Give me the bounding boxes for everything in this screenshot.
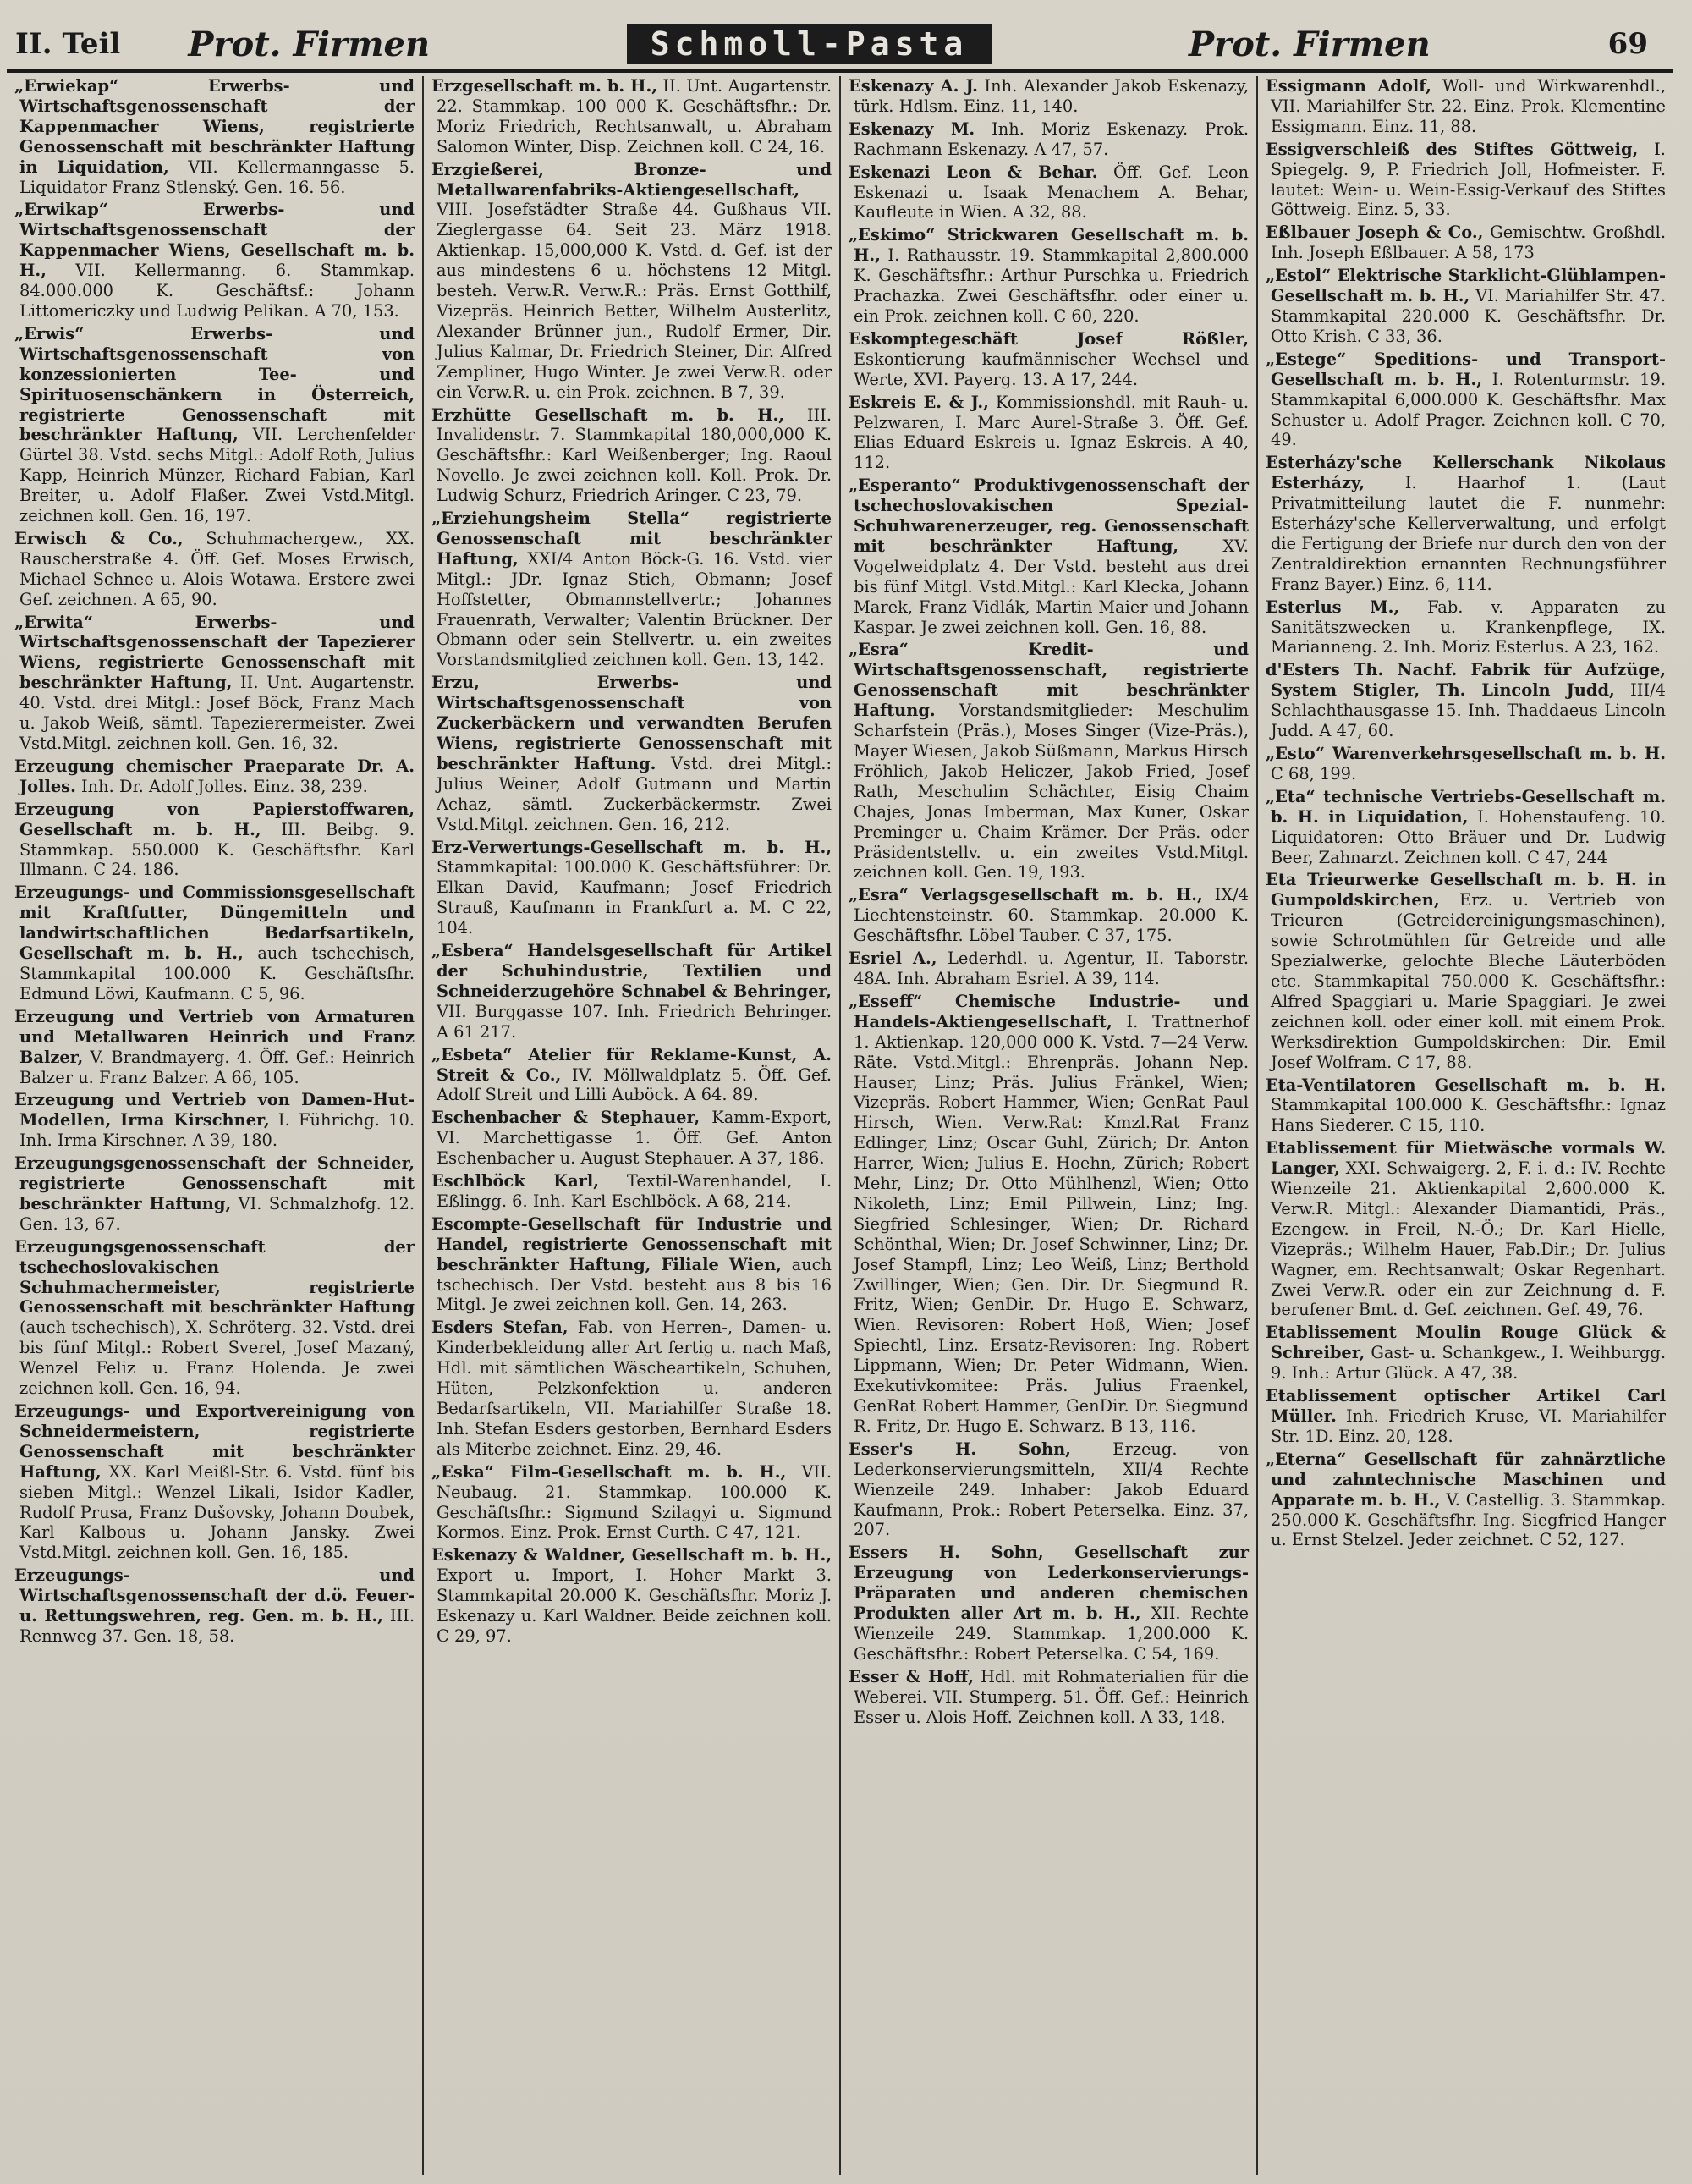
firm-details: III. Rennweg 37. Gen. 18, 58.	[19, 1606, 415, 1646]
directory-entry	[431, 160, 832, 403]
firm-name: Etablissement für Mietwäsche vormals W. Langer,	[1266, 1138, 1666, 1179]
firm-details: Vstd. drei Mitgl.: Julius Weiner, Adolf Gutmann und Martin Achaz, sämtl. Zuckerbäckermstr. Zwei Vstd.Mitgl. zeichnen. Gen. 16, 212.	[437, 753, 832, 834]
firm-details: Inh. Alexander Jakob Eskenazy, türk. Hdlsm. Einz. 11, 140.	[854, 76, 1249, 116]
directory-entry	[849, 329, 1249, 390]
directory-entry	[431, 405, 832, 507]
firm-name: Erzeugungs- und Wirtschaftsgenossenschaft der d.ö. Feuer- u. Rettungswehren, reg. Gen. m. b. H.,	[14, 1565, 415, 1626]
firm-name: Eskenazy A. J.	[849, 76, 978, 96]
firm-details: Stammkapital 100.000 K. Geschäftsfhr.: Ignaz Hans Siederer. C 15, 110.	[1271, 1095, 1666, 1136]
firm-details: II. Unt. Augartenstr. 40. Vstd. drei Mitgl.: Josef Böck, Franz Mach u. Jakob Weiß, sämtl. Tapezierermeister. Zwei Vstd.Mitgl. zeichnen koll. Gen. 16, 32.	[19, 673, 415, 753]
firm-details: Fab. von Herren-, Damen- u. Kinderbekleidung aller Art fertig u. nach Maß, Hdl. mit sämtlichen Wäscheartikeln, Schuhen, Hüten, Pelzkonfektion u. anderen Bedarfsartikeln, VII. Mariahilfer Straße 18. Inh. Stefan Esders gestorben, Bernhard Esders als Miterbe zeichnet. Einz. 29, 46.	[437, 1318, 832, 1459]
directory-entry	[14, 529, 415, 610]
firm-details: II. Unt. Augartenstr. 22. Stammkap. 100 000 K. Geschäftsfhr.: Dr. Moriz Friedrich, Rechtsanwalt, u. Abraham Salomon Winter, Disp. Zeichnen koll. C 24, 16.	[437, 76, 832, 157]
firm-details: Kommissionshdl. mit Rauh- u. Pelzwaren, I. Marc Aurel-Straße 3. Öff. Gef. Elias Eduard Eskreis u. Ignaz Eskreis. A 40, 112.	[854, 392, 1250, 473]
directory-entry	[1266, 140, 1666, 221]
firm-details: Inh. Friedrich Kruse, VI. Mariahilfer Str. 1D. Einz. 20, 128.	[1271, 1406, 1666, 1446]
firm-name: Esterházy'sche Kellerschank Nikolaus Esterházy,	[1266, 453, 1666, 493]
firm-details: III/4 Schlachthausgasse 15. Inh. Thaddaeus Lincoln Judd. A 47, 60.	[1271, 680, 1667, 741]
firm-name: Erzeugungs- und Exportvereinigung von Schneidermeistern, registrierte Genossenschaft mit beschränkter Haftung,	[14, 1401, 415, 1482]
directory-entry	[1266, 1323, 1666, 1384]
directory-entry	[14, 1090, 415, 1151]
firm-name: „Eskimo“ Strickwaren Gesellschaft m. b. H.,	[849, 225, 1249, 266]
firm-details: Gemischtw. Großhdl. Inh. Joseph Eßlbauer. A 58, 173	[1271, 223, 1666, 263]
right-section-title: Prot. Firmen	[1188, 24, 1431, 64]
firm-name: Erzeugungs- und Commissionsgesellschaft mit Kraftfutter, Düngemitteln und landwirtschaftlichen Bedarfsartikeln, Gesellschaft m. b. H.,	[14, 883, 415, 964]
firm-details: auch tschechisch. Der Vstd. besteht aus 8 bis 16 Mitgl. Je zwei zeichnen koll. Gen. 14, 263.	[437, 1254, 832, 1315]
firm-details: Woll- und Wirkwarenhdl., VII. Mariahilfer Str. 22. Einz. Prok. Klementine Essigmann. Einz. 11, 88.	[1271, 76, 1666, 136]
firm-details: Vorstandsmitglieder: Meschulim Scharfstein (Präs.), Moses Singer (Vize-Präs.), Mayer Wiesen, Jakob Süßmann, Markus Hirsch Fröhlich, Jakob Heliczer, Jakob Fried, Josef Rath, Meschulim Schächter, Eisig Chaim Chajes, Jonas Imberman, Max Kuner, Oskar Preminger u. Chaim Krämer. Der Präs. oder Präsidentstellv. u. ein zweites Vstd.Mitgl. zeichnen koll. Gen. 19, 193.	[854, 701, 1249, 883]
directory-entry	[14, 200, 415, 321]
firm-details: I. Haarhof 1. (Laut Privatmitteilung lautet die F. nunmehr: Esterházy'sche Kellerverwaltung, und erfolgt die Fertigung der Briefe nur durch den von der Zentraldirektion ernannten Rechnungsführer Franz Bayer.) Einz. 6, 114.	[1271, 473, 1666, 594]
firm-details: I. Trattnerhof 1. Aktienkap. 120,000 000 K. Vstd. 7—24 Verw. Räte. Vstd.Mitgl.: Ehrenpräs. Johann Nep. Hauser, Linz; Präs. Julius Fränkel, Wien; Vizepräs. Robert Hammer, Wien; GenRat Paul Hirsch, Wien. Verw.Rat: Kmzl.Rat Franz Edlinger, Linz; Oscar Guhl, Zürich; Dr. Anton Harrer, Wien; Julius E. Hoehn, Zürich; Robert Mehr, Linz; Dr. Otto Mühlhenzl, Wien; Otto Nikoleth, Linz; Emil Pillwein, Linz; Ing. Siegfried Schlesinger, Wien; Dr. Richard Schönthal, Wien; Dr. Josef Schwinner, Linz; Dr. Josef Stampfl, Linz; Leo Weiß, Linz; Berthold Zwillinger, Wien; Gen. Dir. Dr. Siegmund R. Fritz, Wien; GenDir. Dr. Hugo E. Schwarz, Wien. Revisoren: Robert Hoß, Wien; Josef Spiechtl, Linz. Ersatz-Revisoren: Ing. Robert Lippmann, Wien; Dr. Peter Widmann, Wien. Exekutivkomitee: Präs. Julius Fraenkel, GenRat Robert Hammer, GenDir. Dr. Siegmund R. Fritz, Dr. Hugo E. Schwarz. B 13, 116.	[854, 1011, 1249, 1436]
firm-name: Esders Stefan,	[431, 1318, 569, 1338]
firm-name: „Erziehungsheim Stella“ registrierte Genossenschaft mit beschränkter Haftung,	[431, 509, 832, 569]
directory-entry	[431, 76, 832, 157]
firm-name: „Estege“ Speditions- und Transport-Gesellschaft m. b. H.,	[1266, 349, 1666, 389]
directory-entry	[14, 1153, 415, 1235]
advertising-banner: Schmoll-Pasta	[627, 24, 992, 64]
directory-entry	[1266, 787, 1666, 868]
directory-entry	[14, 1237, 415, 1399]
firm-details: VII. Kellermanngasse 5. Liquidator Franz Stlenský. Gen. 16. 56.	[19, 157, 415, 197]
firm-name: Escompte-Gesellschaft für Industrie und Handel, registrierte Genossenschaft mit beschränkter Haftung, Filiale Wien,	[431, 1213, 832, 1274]
firm-details: XV. Vogelweidplatz 4. Der Vstd. besteht aus drei bis fünf Mitgl. Vstd.Mitgl.: Karl Klecka, Johann Marek, Franz Vidlák, Martin Maier und Johann Kaspar. Je zwei zeichnen koll. Gen. 16, 88.	[854, 536, 1249, 637]
firm-name: Eskomptegeschäft Josef Rößler,	[849, 328, 1249, 349]
firm-details: Erzeug. von Lederkonservierungsmitteln, XII/4 Rechte Wienzeile 249. Inhaber: Jakob Eduard Kaufmann, Prok.: Robert Peterselka. Einz. 37, 207.	[854, 1439, 1249, 1540]
firm-details: VI. Mariahilfer Str. 47. Stammkapital 220.000 K. Geschäftsfhr. Dr. Otto Krish. C 33, 36.	[1271, 286, 1666, 346]
directory-entry	[849, 162, 1249, 223]
firm-details: I. Führichg. 10. Inh. Irma Kirschner. A 39, 180.	[19, 1110, 415, 1151]
page-header	[7, 19, 1673, 73]
directory-entry	[431, 1545, 832, 1647]
firm-details: Export u. Import, I. Hoher Markt 3. Stammkapital 20.000 K. Geschäftsfhr. Moriz J. Eskenazy u. Karl Waldner. Beide zeichnen koll. C 29, 97.	[437, 1565, 832, 1646]
directory-entry	[431, 509, 832, 670]
firm-name: Erzu, Erwerbs- und Wirtschaftsgenossenschaft von Zuckerbäckern und verwandten Berufen Wiens, registrierte Genossenschaft mit beschränkter Haftung.	[431, 673, 832, 773]
firm-details: VII. Kellermanng. 6. Stammkap. 84.000.000 K. Geschäftsf.: Johann Littomericzky und Ludwig Pelikan. A 70, 153.	[19, 261, 415, 321]
page-number: 69	[1607, 27, 1648, 61]
firm-name: Essers H. Sohn, Gesellschaft zur Erzeugung von Lederkonservierungs-Präparaten und anderen chemischen Produkten aller Art m. b. H.,	[849, 1543, 1249, 1624]
directory-entry	[14, 613, 415, 754]
firm-name: „Esto“ Warenverkehrsgesellschaft m. b. H.	[1266, 744, 1666, 763]
firm-name: Erzeugungsgenossenschaft der tschechoslovakischen Schuhmachermeister, registrierte Genossenschaft mit beschränkter Haftung	[14, 1236, 415, 1318]
directory-entry	[1266, 223, 1666, 263]
directory-entry	[849, 640, 1249, 883]
firm-details: IV. Möllwaldplatz 5. Öff. Gef. Adolf Streit und Lilli Auböck. A 64. 89.	[437, 1064, 832, 1105]
directory-entry	[14, 1401, 415, 1563]
firm-name: „Esbeta“ Atelier für Reklame-Kunst, A. Streit & Co.,	[431, 1044, 832, 1085]
directory-entry	[14, 883, 415, 1004]
firm-details: Lederhdl. u. Agentur, II. Taborstr. 48A. Inh. Abraham Esriel. A 39, 114.	[854, 949, 1249, 988]
directory-entry	[14, 800, 415, 881]
firm-name: „Esperanto“ Produktivgenossenschaft der tschechoslovakischen Spezial-Schuhwarenerzeuger, reg. Genossenschaft mit beschränkter Haftung,	[849, 476, 1249, 556]
firm-name: Etablissement Moulin Rouge Glück & Schreiber,	[1266, 1323, 1666, 1363]
firm-details: Textil-Warenhandel, I. Eßlingg. 6. Inh. Karl Eschlböck. A 68, 214.	[437, 1171, 832, 1211]
firm-name: Eskreis E. & J.,	[849, 392, 989, 412]
directory-entry	[431, 1045, 832, 1106]
directory-entry	[1266, 870, 1666, 1072]
directory-entry	[1266, 1450, 1666, 1551]
directory-entry	[849, 393, 1249, 474]
firm-name: Erzgesellschaft m. b. H.,	[431, 76, 657, 96]
firm-name: Eskenazi Leon & Behar.	[849, 162, 1098, 182]
directory-entry	[849, 1439, 1249, 1541]
firm-details: Inh. Moriz Eskenazy. Prok. Rachmann Eskenazy. A 47, 57.	[854, 118, 1249, 159]
directory-entry	[431, 838, 832, 939]
firm-name: „Esra“ Kredit- und Wirtschaftsgenossenschaft, registrierte Genossenschaft mit beschränkter Haftung.	[849, 640, 1249, 721]
firm-details: auch tschechisch, Stammkapital 100.000 K. Geschäftsfhr. Edmund Löwi, Kaufmann. C 5, 96.	[19, 943, 415, 1004]
column-2	[424, 76, 841, 2175]
column-4	[1258, 76, 1673, 2175]
firm-details: III. Beibg. 9. Stammkap. 550.000 K. Geschäftsfhr. Karl Illmann. C 24. 186.	[19, 819, 415, 880]
firm-name: „Erwita“ Erwerbs- und Wirtschaftsgenossenschaft der Tapezierer Wiens, registrierte Genossenschaft mit beschränkter Haftung,	[14, 612, 415, 693]
firm-name: „Erwikap“ Erwerbs- und Wirtschaftsgenossenschaft der Kappenmacher Wiens, Gesellschaft m. b. H.,	[14, 200, 415, 281]
firm-details: Fab. v. Apparaten zu Sanitätszwecken u. Krankenpflege, IX. Marianneng. 2. Inh. Moriz Esterlus. A 23, 162.	[1271, 597, 1666, 657]
firm-name: Essigmann Adolf,	[1266, 76, 1431, 96]
directory-entry	[849, 1667, 1249, 1728]
firm-name: „Eterna“ Gesellschaft für zahnärztliche und zahntechnische Maschinen und Apparate m. b. H.,	[1266, 1449, 1666, 1510]
directory-entry	[431, 1318, 832, 1459]
entry-columns	[7, 76, 1673, 2175]
firm-details: III. Invalidenstr. 7. Stammkapital 180,000,000 K. Geschäftsfhr.: Karl Weißenberger; Ing. Raoul Novello. Je zwei zeichnen koll. Koll. Prok. Dr. Ludwig Schurz, Friedrich Aringer. C 23, 79.	[437, 404, 832, 506]
directory-entry	[14, 1565, 415, 1647]
firm-details: VII. Neubaug. 21. Stammkap. 100.000 K. Geschäftsfhr.: Sigmund Szilagyi u. Sigmund Kormos. Einz. Prok. Ernst Curth. C 47, 121.	[437, 1461, 832, 1543]
directory-entry	[849, 119, 1249, 160]
firm-name: Erzhütte Gesellschaft m. b. H.,	[431, 404, 785, 425]
firm-details: VII. Lerchenfelder Gürtel 38. Vstd. sechs Mitgl.: Adolf Roth, Julius Kapp, Heinrich Münzer, Richard Fabian, Karl Breiter, u. Adolf Flaßer. Zwei Vstd.Mitgl. zeichnen koll. Gen. 16, 197.	[19, 425, 415, 526]
directory-entry	[1266, 1138, 1666, 1320]
directory-entry	[1266, 660, 1666, 741]
firm-name: d'Esters Th. Nachf. Fabrik für Aufzüge, System Stigler, Th. Lincoln Judd,	[1266, 660, 1666, 701]
firm-details: VI. Schmalzhofg. 12. Gen. 13, 67.	[19, 1193, 415, 1234]
firm-details: XII. Rechte Wienzeile 249. Stammkap. 1,200.000 K. Geschäftsfhr.: Robert Peterselka. C 54, 169.	[854, 1604, 1250, 1664]
directory-entry	[849, 1543, 1249, 1664]
firm-details: VIII. Josefstädter Straße 44. Gußhaus VII. Zieglergasse 64. Seit 23. März 1918. Aktienkap. 15,000,000 K. Vstd. d. Gef. ist der aus mindestens 6 u. höchstens 12 Mitgl. besteh. Verw.R. Verw.R.: Präs. Ernst Gotthilf, Vizepräs. Heinrich Better, Wilhelm Austerlitz, Alexander Brünner jun., Rudolf Ermer, Dir. Julius Kalmar, Dr. Friedrich Steiner, Dir. Alfred Zempliner, Hugo Winter. Je zwei Verw.R. oder ein Verw.R. u. ein Prok. zeichnen. B 7, 39.	[437, 200, 832, 402]
firm-name: „Esseff“ Chemische Industrie- und Handels-Aktiengesellschaft,	[849, 991, 1249, 1031]
directory-entry	[1266, 266, 1666, 347]
firm-name: Eschlböck Karl,	[431, 1171, 599, 1191]
firm-name: „Erwis“ Erwerbs- und Wirtschaftsgenossenschaft von konzessionierten Tee- und Spirituosenschänkern in Österreich, registrierte Genossenschaft mit beschränkter Haftung,	[14, 323, 415, 445]
part-label: II. Teil	[15, 27, 121, 61]
firm-details: Kamm-Export, VI. Marchettigasse 1. Öff. Gef. Anton Eschenbacher u. August Stephauer. A 37, 186.	[437, 1108, 832, 1169]
firm-name: Erzeugung von Papierstoffwaren, Gesellschaft m. b. H.,	[14, 799, 415, 839]
directory-entry	[431, 673, 832, 834]
column-3	[841, 76, 1258, 2175]
firm-name: „Esbera“ Handelsgesellschaft für Artikel der Schuhindustrie, Textilien und Schneiderzugehöre Schnabel & Behringer,	[431, 941, 832, 1001]
directory-entry	[431, 1108, 832, 1169]
firm-name: Erzeugung und Vertrieb von Damen-Hut-Modellen, Irma Kirschner,	[14, 1090, 415, 1131]
firm-name: Eskenazy M.	[849, 118, 975, 139]
directory-entry	[1266, 1075, 1666, 1136]
firm-name: Esriel A.,	[849, 949, 937, 969]
firm-name: Erzeugungsgenossenschaft der Schneider, registrierte Genossenschaft mit beschränkter Haftung,	[14, 1153, 415, 1213]
firm-details: C 68, 199.	[1271, 763, 1357, 784]
firm-name: Erz-Verwertungs-Gesellschaft m. b. H.,	[431, 837, 832, 857]
directory-entry	[431, 941, 832, 1042]
directory-entry	[431, 1214, 832, 1316]
firm-name: „Estol“ Elektrische Starklicht-Glühlampen-Gesellschaft m. b. H.,	[1266, 266, 1666, 306]
firm-details: (auch tschechisch), X. Schröterg. 32. Vstd. drei bis fünf Mitgl.: Robert Sverel, Josef Mazaný, Wenzel Feliz u. Franz Holenda. Je zwei zeichnen koll. Gen. 16, 94.	[19, 1318, 415, 1399]
directory-entry	[1266, 1386, 1666, 1447]
directory-entry	[1266, 76, 1666, 137]
firm-details: I. Hohenstaufeng. 10. Liquidatoren: Otto Bräuer und Dr. Ludwig Beer, Zahnarzt. Zeichnen koll. C 47, 244	[1271, 806, 1666, 867]
directory-entry	[849, 76, 1249, 117]
directory-entry	[849, 992, 1249, 1437]
firm-details: XXI. Schwaigerg. 2, F. i. d.: IV. Rechte Wienzeile 21. Aktienkapital 2,600.000 K. Verw.R. Mitgl.: Alexander Diamantidi, Präs., Ezengew. in Freil, N.-Ö.; Dr. Karl Hielle, Vizepräs.; Wilhelm Hauer, Fab.Dir.; Dr. Julius Wagner, em. Rechtsanwalt; Oskar Regenhart. Zwei Verw.R. oder ein zur Zeichnung d. F. berufener Bmt. d. Gef. zeichnen. Gef. 49, 76.	[1271, 1158, 1666, 1320]
firm-details: V. Castellig. 3. Stammkap. 250.000 K. Geschäftsfhr. Ing. Siegfried Hanger u. Ernst Stelzel. Jeder zeichnet. C 52, 127.	[1271, 1489, 1666, 1550]
firm-details: Schuhmachergew., XX. Rauscherstraße 4. Öff. Gef. Moses Erwisch, Michael Schnee u. Alois Wotawa. Erstere zwei Gef. zeichnen. A 65, 90.	[19, 528, 415, 609]
directory-entry	[849, 476, 1249, 637]
firm-details: VII. Burggasse 107. Inh. Friedrich Behringer. A 61 217.	[437, 1001, 832, 1042]
firm-name: „Esra“ Verlagsgesellschaft m. b. H.,	[849, 885, 1203, 905]
firm-name: Eta Trieurwerke Gesellschaft m. b. H. in Gumpoldskirchen,	[1266, 870, 1666, 910]
firm-name: Eschenbacher & Stephauer,	[431, 1108, 700, 1128]
directory-entry	[431, 1171, 832, 1212]
firm-details: XXI/4 Anton Böck-G. 16. Vstd. vier Mitgl.: JDr. Ignaz Stich, Obmann; Josef Hoffstetter, Obmannstellvertr.; Johannes Frauenrath, Verwalter; Valentin Brückner. Der Obmann oder sein Stellvertr. u. ein zweites Vorstandsmitglied zeichnen koll. Gen. 13, 142.	[437, 548, 832, 670]
firm-details: XX. Karl Meißl-Str. 6. Vstd. fünf bis sieben Mitgl.: Wenzel Likali, Isidor Kadler, Rudolf Prusa, Franz Dušovsky, Johann Doubek, Karl Kalbous u. Johann Jansky. Zwei Vstd.Mitgl. zeichnen koll. Gen. 16, 185.	[19, 1461, 415, 1563]
firm-details: Erz. u. Vertrieb von Trieuren (Getreidereinigungsmaschinen), sowie Schrotmühlen für Getreide und alle Spezialwerke, gelochte Bleche Läuterböden etc. Stammkapital 750.000 K. Geschäftsfhr.: Alfred Spaggiari u. Marie Spaggiari. Je zwei zeichnen koll. oder einer koll. mit einem Prok. Werksdirektion Gumpoldskirchen: Dir. Emil Josef Wolfram. C 17, 88.	[1271, 890, 1666, 1072]
firm-name: Eta-Ventilatoren Gesellschaft m. b. H.	[1266, 1075, 1666, 1095]
firm-name: „Erwiekap“ Erwerbs- und Wirtschaftsgenossenschaft der Kappenmacher Wiens, registrierte Genossenschaft mit beschränkter Haftung in Liquidation,	[14, 76, 415, 177]
directory-entry	[849, 225, 1249, 327]
directory-entry	[431, 1462, 832, 1543]
directory-entry	[1266, 349, 1666, 451]
directory-entry	[1266, 597, 1666, 658]
directory-entry	[14, 324, 415, 526]
firm-name: Etablissement optischer Artikel Carl Müller.	[1266, 1386, 1666, 1426]
directory-entry	[849, 885, 1249, 946]
firm-details: I. Rathausstr. 19. Stammkapital 2,800.000 K. Geschäftsfhr.: Arthur Purschka u. Friedrich Prachazka. Zwei Geschäftsfhr. oder einer u. ein Prok. zeichnen koll. C 60, 220.	[854, 245, 1249, 326]
column-1	[7, 76, 424, 2175]
firm-name: Erzeugung chemischer Praeparate Dr. A. Jolles.	[14, 756, 415, 796]
firm-name: Erzgießerei, Bronze- und Metallwarenfabriks-Aktiengesellschaft,	[431, 159, 832, 200]
firm-details: Inh. Dr. Adolf Jolles. Einz. 38, 239.	[75, 776, 368, 796]
firm-name: Essigverschleiß des Stiftes Göttweig,	[1266, 139, 1639, 159]
header-right	[1189, 25, 1673, 64]
firm-name: Esser & Hoff,	[849, 1666, 974, 1686]
directory-entry	[1266, 453, 1666, 594]
firm-details: Stammkapital: 100.000 K. Geschäftsführer: Dr. Elkan David, Kaufmann; Josef Friedrich Strauß, Kaufmann in Frankfurt a. M. C 22, 104.	[437, 857, 832, 938]
left-section-title: Prot. Firmen	[188, 24, 431, 64]
firm-name: Esser's H. Sohn,	[849, 1439, 1071, 1459]
directory-entry	[1266, 744, 1666, 784]
firm-details: Öff. Gef. Leon Eskenazi u. Isaak Menachem A. Behar, Kaufleute in Wien. A 32, 88.	[854, 162, 1250, 223]
firm-details: IX/4 Liechtensteinstr. 60. Stammkap. 20.000 K. Geschäftsfhr. Löbel Tauber. C 37, 175.	[854, 885, 1249, 946]
header-left	[7, 25, 430, 64]
firm-details: Eskontierung kaufmännischer Wechsel und Werte, XVI. Payerg. 13. A 17, 244.	[854, 349, 1249, 389]
directory-entry	[14, 76, 415, 197]
firm-details: I. Rotenturmstr. 19. Stammkapital 6,000.000 K. Geschäftsfhr. Max Schuster u. Adolf Prager. Zeichnen koll. C 70, 49.	[1271, 369, 1666, 450]
firm-name: Eßlbauer Joseph & Co.,	[1266, 223, 1484, 243]
firm-details: Gast- u. Schankgew., I. Weihburgg. 9. Inh.: Artur Glück. A 47, 38.	[1271, 1343, 1666, 1384]
directory-entry	[14, 1007, 415, 1088]
firm-name: „Eta“ technische Vertriebs-Gesellschaft m. b. H. in Liquidation,	[1266, 786, 1666, 827]
firm-name: „Eska“ Film-Gesellschaft m. b. H.,	[431, 1461, 787, 1482]
directory-entry	[14, 756, 415, 797]
firm-details: I. Spiegelg. 9, P. Friedrich Joll, Hofmeister. F. lautet: Wein- u. Wein-Essig-Verkauf des Stiftes Göttweig. Einz. 5, 33.	[1271, 139, 1666, 220]
firm-details: Hdl. mit Rohmaterialien für die Weberei. VII. Stumperg. 51. Öff. Gef.: Heinrich Esser u. Alois Hoff. Zeichnen koll. A 33, 148.	[854, 1666, 1249, 1727]
firm-name: Erzeugung und Vertrieb von Armaturen und Metallwaren Heinrich und Franz Balzer,	[14, 1006, 415, 1067]
directory-entry	[849, 949, 1249, 989]
firm-details: V. Brandmayerg. 4. Öff. Gef.: Heinrich Balzer u. Franz Balzer. A 66, 105.	[19, 1047, 415, 1087]
firm-name: Esterlus M.,	[1266, 597, 1400, 617]
firm-name: Erwisch & Co.,	[14, 528, 184, 548]
firm-name: Eskenazy & Waldner, Gesellschaft m. b. H.,	[431, 1545, 832, 1565]
